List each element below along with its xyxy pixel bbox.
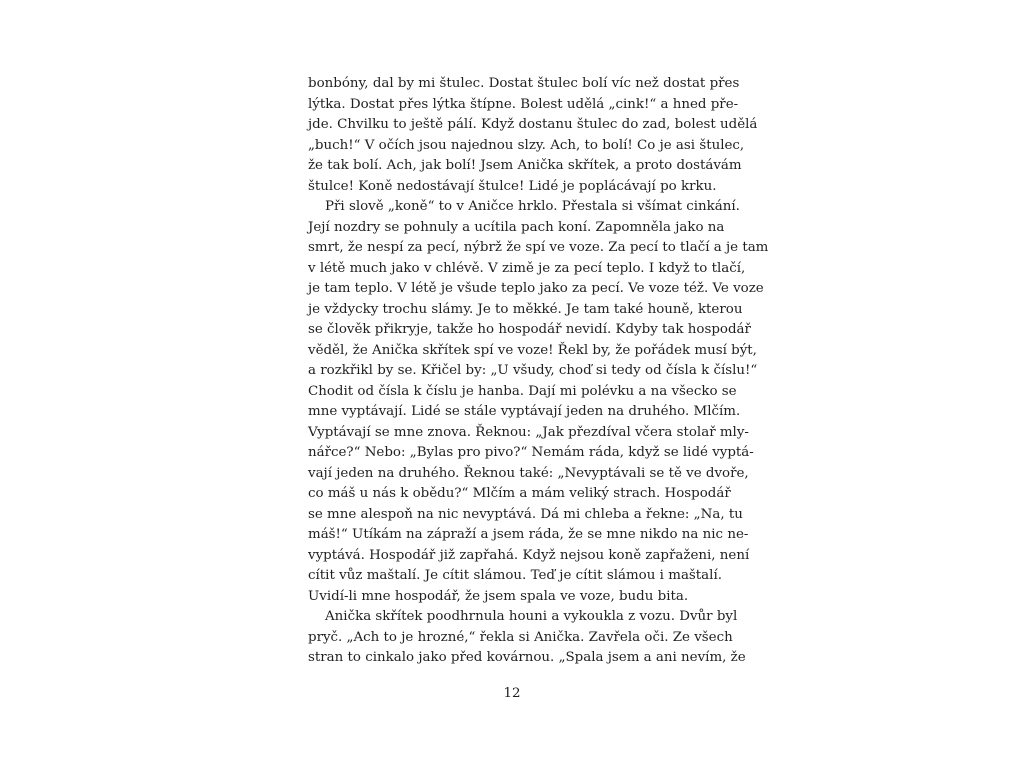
- text-line: lýtka. Dostat přes lýtka štípne. Bolest udělá „cink!“ a hned pře-: [308, 96, 739, 112]
- paragraph-start-line: Při slově „koně“ to v Aničce hrklo. Přestala si všímat cinkání.: [325, 199, 740, 214]
- text-line: v létě much jako v chlévě. V zimě je za pecí teplo. I když to tlačí,: [308, 260, 746, 276]
- text-line: věděl, že Anička skřítek spí ve voze! Řekl by, že pořádek musí být,: [308, 342, 757, 358]
- text-line: máš!“ Utíkám na zápraží a jsem ráda, že se mne nikdo na nic ne-: [308, 527, 749, 542]
- text-line: smrt, že nespí za pecí, nýbrž že spí ve voze. Za pecí to tlačí a je tam: [308, 240, 769, 255]
- text-line: Chodit od čísla k číslu je hanba. Dají mi polévku a na všecko se: [308, 383, 737, 399]
- text-line: pryč. „Ach to je hrozné,“ řekla si Anička. Zavřela oči. Ze všech: [308, 629, 733, 645]
- text-line: „buch!“ V očích jsou najednou slzy. Ach, to bolí! Co je asi štulec,: [308, 137, 745, 153]
- text-line: se mne alespoň na nic nevyptává. Dá mi chleba a řekne: „Na, tu: [308, 506, 743, 522]
- paragraph-start-line: Anička skřítek poodhrnula houni a vykoukla z vozu. Dvůr byl: [325, 609, 738, 624]
- text-line: je tam teplo. V létě je všude teplo jako za pecí. Ve voze též. Ve voze: [308, 281, 764, 296]
- text-line: co máš u nás k obědu?“ Mlčím a mám veliký strach. Hospodář: [308, 486, 731, 501]
- text-line: mne vyptávají. Lidé se stále vyptávají jeden na druhého. Mlčím.: [308, 404, 741, 419]
- text-line: je vždycky trochu slámy. Je to měkké. Je tam také houně, kterou: [308, 301, 743, 317]
- text-line: cítit vůz maštalí. Je cítit slámou. Teď je cítit slámou i maštalí.: [308, 568, 722, 583]
- page-number: 12: [503, 686, 521, 701]
- text-line: Uvidí-li mne hospodář, že jsem spala ve voze, budu bita.: [308, 588, 689, 604]
- text-line: nářce?“ Nebo: „Bylas pro pivo?“ Nemám ráda, když se lidé vyptá-: [308, 445, 754, 460]
- text-line: a rozkřikl by se. Křičel by: „U všudy, choď si tedy od čísla k číslu!“: [308, 363, 758, 378]
- text-line: vají jeden na druhého. Řeknou také: „Nevyptávali se tě ve dvoře,: [308, 465, 749, 481]
- text-line: že tak bolí. Ach, jak bolí! Jsem Anička skřítek, a proto dostávám: [308, 158, 742, 173]
- text-line: Vyptávají se mne znova. Řeknou: „Jak přezdíval včera stolař mly-: [308, 424, 749, 440]
- text-line: štulce! Koně nedostávají štulce! Lidé je poplácávají po krku.: [308, 178, 717, 194]
- body-text: [308, 74, 769, 669]
- text-line: jde. Chvilku to ještě pálí. Když dostanu štulec do zad, bolest udělá: [308, 117, 758, 132]
- text-line: bonbóny, dal by mi štulec. Dostat štulec bolí víc než dostat přes: [308, 76, 740, 91]
- text-line: Její nozdry se pohnuly a ucítila pach koní. Zapomněla jako na: [308, 219, 725, 235]
- text-line: stran to cinkalo jako před kovárnou. „Spala jsem a ani nevím, že: [308, 650, 746, 665]
- text-line: vyptává. Hospodář již zapřahá. Když nejsou koně zapřaženi, není: [308, 547, 750, 563]
- text-line: se člověk přikryje, takže ho hospodář nevidí. Kdyby tak hospodář: [308, 322, 751, 337]
